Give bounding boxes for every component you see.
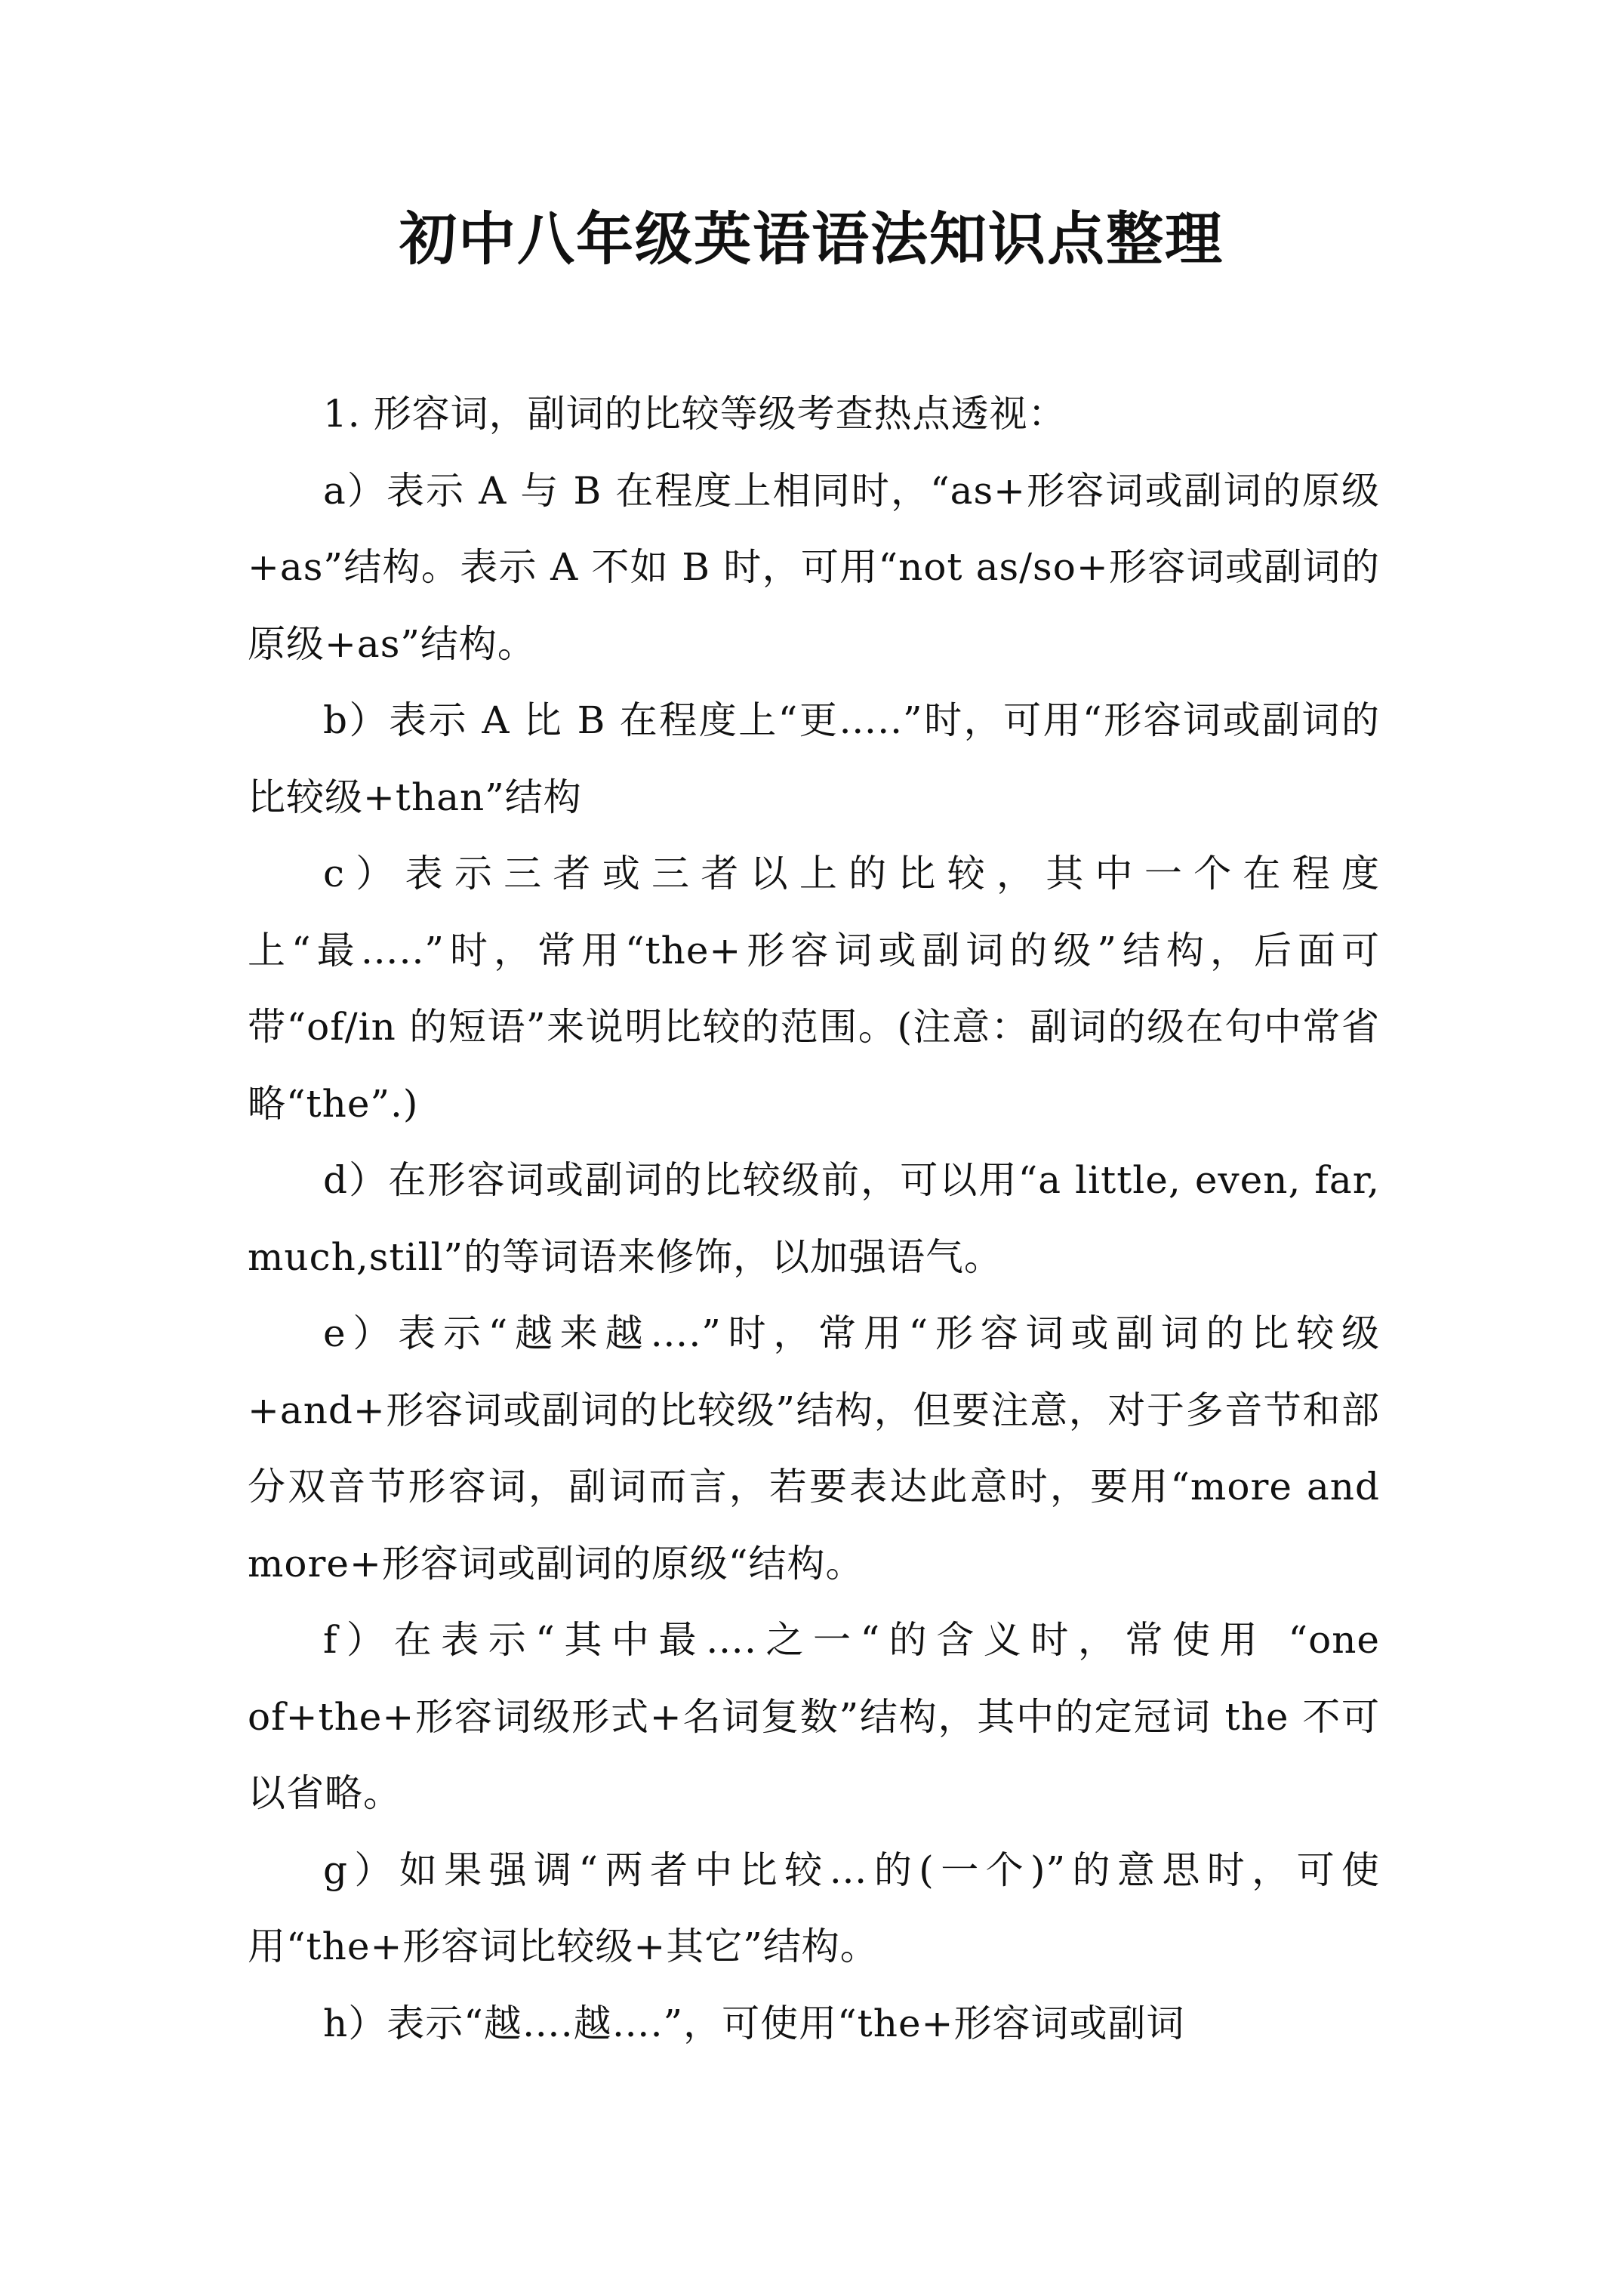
document-body [248,376,1380,2062]
document-title: 初中八年级英语语法知识点整理 [399,205,1224,273]
paragraph-item-f: f）在表示“其中最….之一“的含义时，常使用 “one of+the+形容词级形式+名词复数”结构，其中的定冠词 the 不可以省略。 [248,1618,1380,1815]
paragraph-item-a: a）表示 A 与 B 在程度上相同时，“as+形容词或副词的原级+as”结构。表示 A 不如 B 时，可用“not as/so+形容词或副词的原级+as”结构。 [248,468,1380,666]
paragraph-item-c: c）表示三者或三者以上的比较，其中一个在程度上“最…..”时，常用“the+形容词或副词的级”结构，后面可带“of/in 的短语”来说明比较的范围。(注意：副词的级在句中常省略“the”.) [248,852,1380,1126]
paragraph-item-g: g）如果强调“两者中比较…的(一个)”的意思时，可使用“the+形容词比较级+其它”结构。 [248,1848,1380,1968]
paragraph-item-e: e）表示“越来越….”时，常用“形容词或副词的比较级+and+形容词或副词的比较级”结构，但要注意，对于多音节和部分双音节形容词，副词而言，若要表达此意时，要用“more and more+形容词或副词的原级“结构。 [248,1311,1380,1586]
paragraph-item-d: d）在形容词或副词的比较级前，可以用“a little, even, far, much,still”的等词语来修饰，以加强语气。 [248,1158,1380,1279]
paragraph-item-h: h）表示“越….越….”，可使用“the+形容词或副词 [323,2001,1185,2045]
paragraph-item-b: b）表示 A 比 B 在程度上“更…..”时，可用“形容词或副词的比较级+than”结构 [248,698,1380,819]
paragraph-section-1-heading: 1. 形容词，副词的比较等级考查热点透视： [323,392,1067,436]
